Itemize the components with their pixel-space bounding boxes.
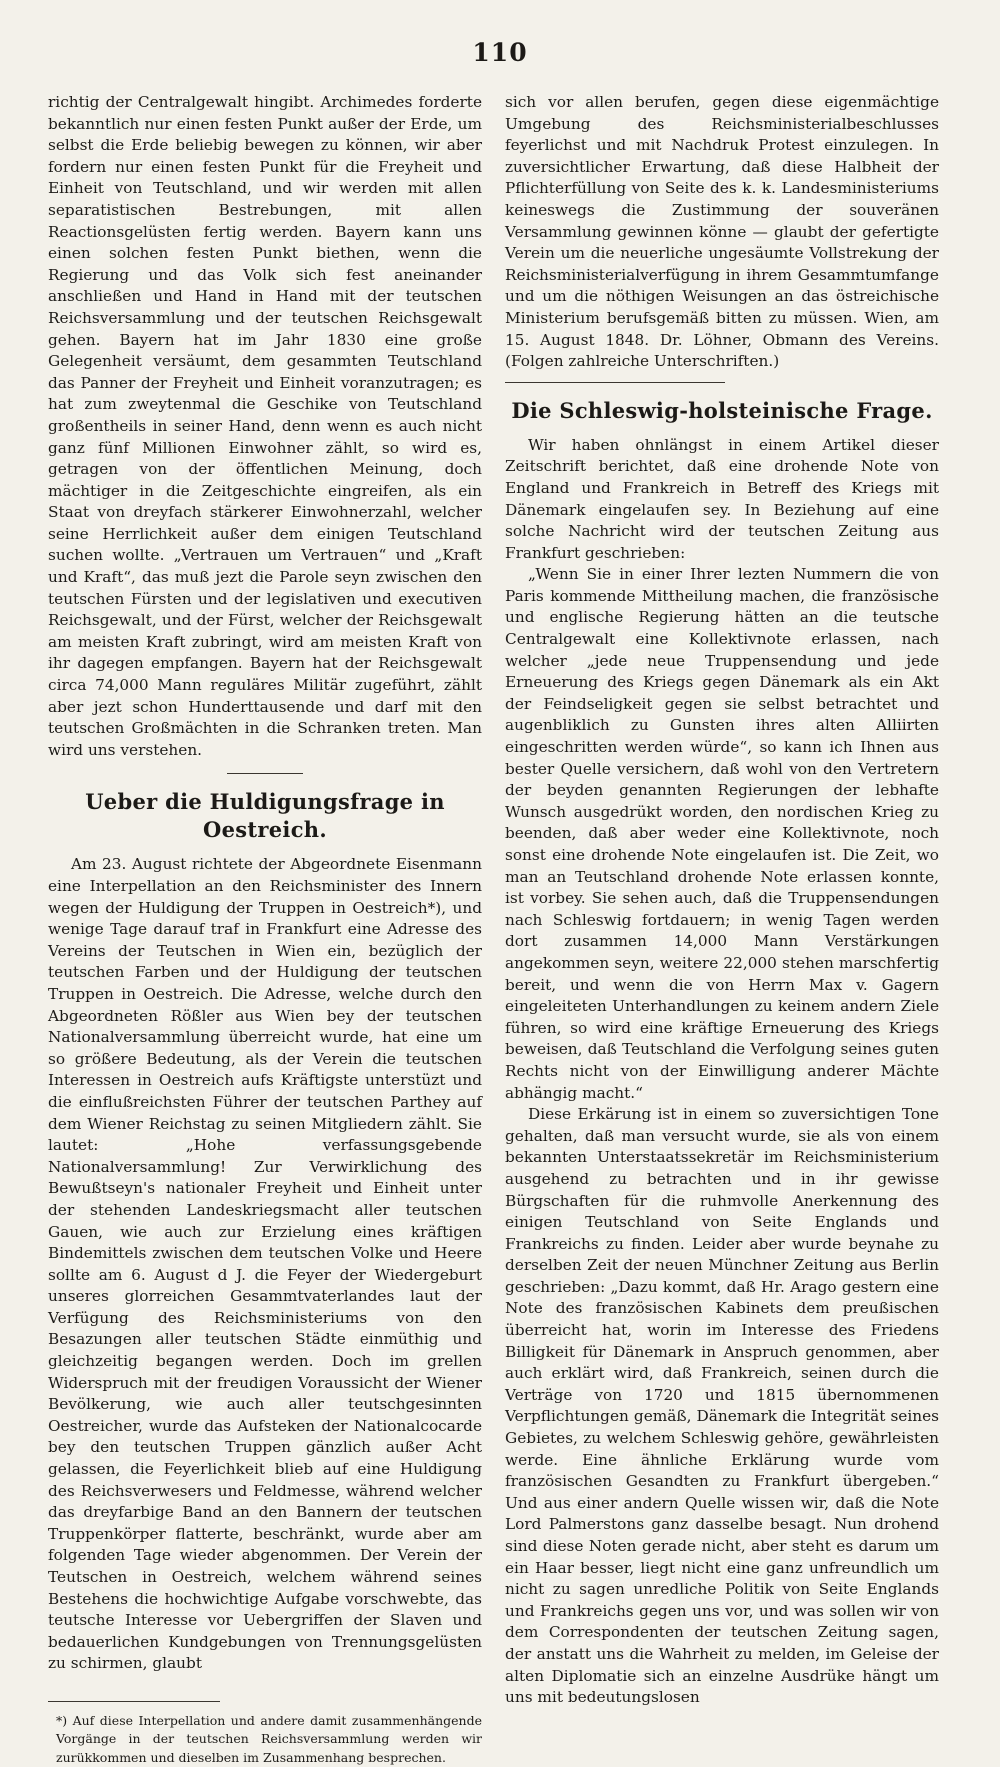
article-text-continued: sich vor allen berufen, gegen diese eigenmächtige Umgebung des Reichsministerialbeschlusses feyerlichst und mit Nachdruk Protest einzulegen. In zuversichtlicher Erwartung, daß diese Halbheit der Pflichterfüllung von Seite des k. k. Landesministeriums keineswegs die Zustimmung der souveränen Versammlung gewinnen könne — glaubt der gefertigte Verein um die neuerliche ungesäumte Vollstrekung der Reichsministerialverfügung in ihrem Gesammtumfange und um die nöthigen Weisungen an das östreichische Ministerium berufsgemäß bitten zu müssen. Wien, am 15. August 1848. Dr. Löhner, Obmann des Vereins. (Folgen zahlreiche Unterschriften.) [505,93,939,371]
footnote-divider [48,1701,220,1702]
article-paragraph: Wir haben ohnlängst in einem Artikel dieser Zeitschrift berichtet, daß eine drohende Note von England und Frankreich in Betreff des Kriegs mit Dänemark eingelaufen sey. In Beziehung auf eine solche Nachricht wird der teutschen Zeitung aus Frankfurt geschrieben: [505,435,939,562]
article-paragraph: Am 23. August richtete der Abgeordnete Eisenmann eine Interpellation an den Reichsminister des Innern wegen der Huldigung der Truppen in Oestreich*), und wenige Tage darauf traf in Frankfurt eine Adresse des Vereins der Teutschen in Wien ein, bezüglich der teutschen Farben und der Huldigung der teutschen Truppen in Oestreich. Die Adresse, welche durch den Abgeordneten Rößler aus Wien bey der teutschen Nationalversammlung überreicht wurde, hat eine um so größere Bedeutung, als der Verein die teutschen Interessen in Oestreich aufs Kräftigste unterstüzt und die einflußreichsten Führer der teutschen Parthey auf dem Wiener Reichstag zu seinen Mitgliedern zählt. Sie lautet: „Hohe verfassungsgebende Nationalversammlung! Zur Verwirklichung des Bewußtseyn's nationaler Freyheit und Einheit unter der stehenden Landeskriegsmacht aller teutschen Gauen, wie auch zur Erzielung eines kräftigen Bindemittels zwischen dem teutschen Volke und Heere sollte am 6. August d J. die Feyer der Wiedergeburt unseres glorreichen Gesammtvaterlandes laut der Verfügung des Reichsministeriums von den Besazungen aller teutschen Städte einmüthig und gleichzeitig begangen werden. Doch im grellen Widerspruch mit der freudigen Voraussicht der Wiener Bevölkerung, wie auch aller teutschgesinnten Oestreicher, wurde das Aufsteken der Nationalcocarde bey den teutschen Truppen gänzlich außer Acht gelassen, die Feyerlichkeit blieb auf eine Huldigung des Reichsverwesers und Feldmesse, während welcher das dreyfarbige Band an den Bannern der teutschen Truppenkörper flatterte, beschränkt, wurde aber am folgenden Tage wieder abgenommen. Der Verein der Teutschen in Oestreich, welchem während seines Bestehens die hochwichtige Aufgabe vorschwebte, das teutsche Interesse vor Uebergriffen der Slaven und bedauerlichen Kundgebungen von Trennungsgelüsten zu schirmen, glaubt [48,855,482,1673]
section-divider [227,773,303,774]
section-divider [505,382,725,383]
page-number: 110 [472,38,528,67]
article-paragraph: „Wenn Sie in einer Ihrer lezten Nummern die von Paris kommende Mittheilung machen, die französische und englische Regierung hätten an die teutsche Centralgewalt eine Kollektivnote erlassen, nach welcher „jede neue Truppensendung und jede Erneuerung des Kriegs gegen Dänemark als ein Akt der Feindseligkeit gegen sie selbst betrachtet und augenbliklich zu Gunsten ihres alten Alliirten eingeschritten werden würde“, so kann ich Ihnen aus bester Quelle versichern, daß wohl von den Vertretern der beyden genannten Regierungen der lebhafte Wunsch ausgedrükt worden, den nordischen Krieg zu beenden, daß aber weder eine Kollektivnote, noch sonst eine drohende Note eingelaufen ist. Die Zeit, wo man an Teutschland drohende Note erlassen konnte, ist vorbey. Sie sehen auch, daß die Truppensendungen nach Schleswig fortdauern; in wenig Tagen werden dort zusammen 14,000 Mann Verstärkungen angekommen seyn, weitere 22,000 stehen marschfertig bereit, und wenn die von Herrn Max v. Gagern eingeleiteten Unterhandlungen zu keinem andern Ziele führen, so wird eine kräftige Erneuerung des Kriegs beweisen, daß Teutschland die Verfolgung seines guten Rechts nicht von der Einwilligung anderer Mächte abhängig macht.“ [505,565,939,1102]
footnote: *) Auf diese Interpellation und andere damit zusammenhängende Vorgänge in der teutschen Reichsversammlung werden wir zurükkommen und dieselben im Zusammenhang besprechen. [56,1712,482,1765]
article-heading-huldigungsfrage: Ueber die Huldigungsfrage in Oestreich. [85,789,445,843]
article-heading-schleswig-holstein: Die Schleswig-holsteinische Frage. [511,397,933,423]
article-text-continued: richtig der Centralgewalt hingibt. Archimedes forderte bekanntlich nur einen festen Punkt außer der Erde, um selbst die Erde beliebig bewegen zu können, wir aber fordern nur einen festen Punkt für die Freyheit und Einheit von Teutschland, und wir werden mit allen separatistischen Bestrebungen, mit allen Reactionsgelüsten fertig werden. Bayern kann uns einen solchen festen Punkt biethen, wenn die Regierung und das Volk sich fest aneinander anschließen und Hand in Hand mit der teutschen Reichsversammlung und der teutschen Reichsgewalt gehen. Bayern hat im Jahr 1830 eine große Gelegenheit versäumt, dem gesammten Teutschland das Panner der Freyheit und Einheit voranzutragen; es hat zum zweytenmal die Geschike von Teutschland großentheils in seiner Hand, denn wenn es auch nicht ganz fünf Millionen Einwohner zählt, so wird es, getragen von der öffentlichen Meinung, doch mächtiger in die Zeitgeschichte eingreifen, als ein Staat von dreyfach stärkerer Einwohnerzahl, welcher seine Herrlichkeit außer dem einigen Teutschland suchen wollte. „Vertrauen um Vertrauen“ und „Kraft und Kraft“, das muß jezt die Parole seyn zwischen den teutschen Fürsten und der legislativen und executiven Reichsgewalt, und der Fürst, welcher der Reichsgewalt am meisten Kraft zubringt, wird am meisten Kraft von ihr dagegen empfangen. Bayern hat der Reichsgewalt circa 74,000 Mann reguläres Militär zugeführt, zählt aber jezt schon Hunderttausende und darf mit den teutschen Großmächten in die Schranken treten. Man wird uns verstehen. [48,93,482,759]
article-paragraph: Diese Erkärung ist in einem so zuversichtigen Tone gehalten, daß man versucht wurde, sie als von einem bekannten Unterstaatssekretär im Reichsministerium ausgehend zu betrachten und in ihr gewisse Bürgschaften für die ruhmvolle Anerkennung des einigen Teutschland von Seite Englands und Frankreichs zu finden. Leider aber wurde beynahe zu derselben Zeit der neuen Münchner Zeitung aus Berlin geschrieben: „Dazu kommt, daß Hr. Arago gestern eine Note des französischen Kabinets dem preußischen überreicht hat, worin im Interesse des Friedens Billigkeit für Dänemark in Anspruch genommen, aber auch erklärt wird, daß Frankreich, seinen durch die Verträge von 1720 und 1815 übernommenen Verpflichtungen gemäß, Dänemark die Integrität seines Gebietes, zu welchem Schleswig gehöre, gewährleisten werde. Eine ähnliche Erklärung wurde vom französischen Gesandten zu Frankfurt übergeben.“ Und aus einer andern Quelle wissen wir, daß die Note Lord Palmerstons ganz dasselbe besagt. Nun drohend sind diese Noten gerade nicht, aber steht es darum um ein Haar besser, liegt nicht eine ganz unfreundlich um nicht zu sagen unredliche Politik von Seite Englands und Frankreichs gegen uns vor, und was sollen wir von dem Correspondenten der teutschen Zeitung sagen, der anstatt uns die Wahrheit zu melden, im Geleise der alten Diplomatie sich an einzelne Ausdrüke hängt um uns mit bedeutungslosen [505,1105,939,1707]
left-column [48,92,482,1767]
right-column [505,92,939,1709]
